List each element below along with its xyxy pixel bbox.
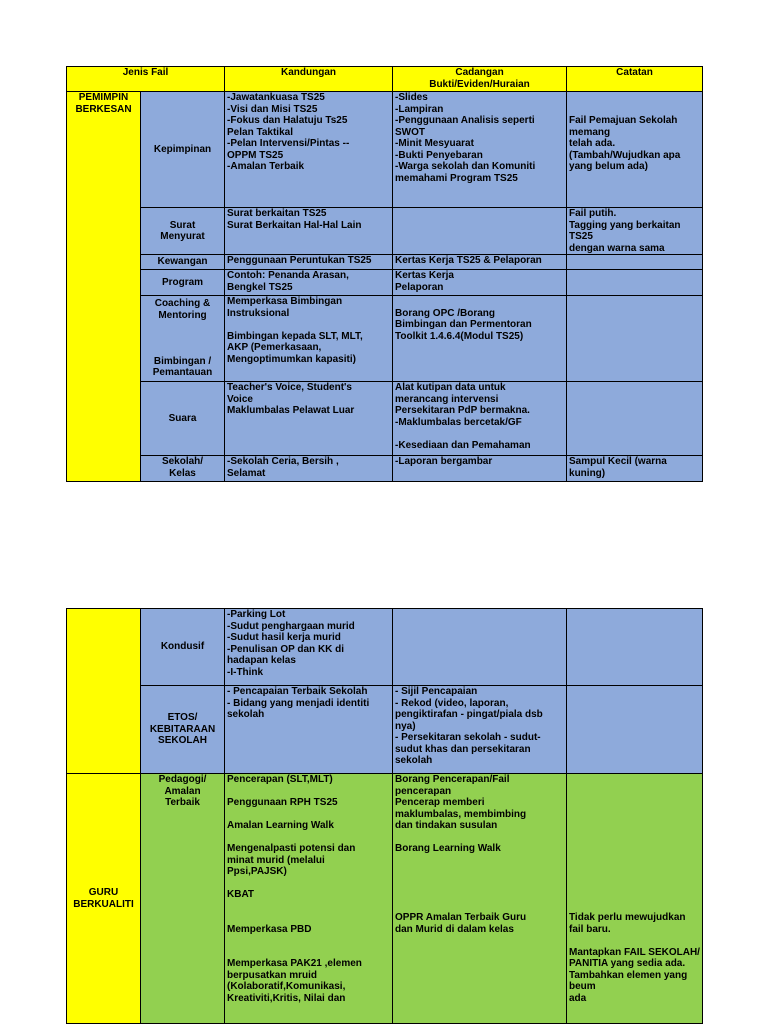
cadangan-cell: -Slides -Lampiran -Penggunaan Analisis seperti SWOT -Minit Mesyuarat -Bukti Penyebaran -Warga sekolah dan Komuniti memahami Program TS25 — [393, 92, 567, 208]
kandungan-cell: Memperkasa Bimbingan Instruksional Bimbingan kepada SLT, MLT, AKP (Pemerkasaan, Mengoptimumkan kapasiti) — [225, 296, 393, 382]
table-row — [67, 296, 703, 382]
cadangan-cell: Kertas Kerja Pelaporan — [393, 270, 567, 296]
group-label-guru: GURU BERKUALITI — [67, 774, 141, 1024]
category-cell: Program — [141, 270, 225, 296]
header-jenis-fail: Jenis Fail — [67, 67, 225, 92]
table-row — [67, 255, 703, 270]
cadangan-cell: Alat kutipan data untuk merancang intervensi Persekitaran PdP bermakna. -Maklumbalas bercetak/GF -Kesediaan dan Pemahaman — [393, 382, 567, 456]
kandungan-cell: -Jawatankuasa TS25 -Visi dan Misi TS25 -Fokus dan Halatuju Ts25 Pelan Taktikal -Pelan Intervensi/Pintas -- OPPM TS25 -Amalan Terbaik — [225, 92, 393, 208]
table-row — [67, 456, 703, 482]
category-cell: Coaching & Mentoring Bimbingan / Pemantauan — [141, 296, 225, 382]
group-label-empty — [67, 609, 141, 774]
table-row — [67, 208, 703, 255]
kandungan-cell: -Sekolah Ceria, Bersih , Selamat — [225, 456, 393, 482]
catatan-cell: Fail Pemajuan Sekolah memang telah ada. (Tambah/Wujudkan apa yang belum ada) — [567, 92, 703, 208]
catatan-cell — [567, 296, 703, 382]
table-guru-berkualiti — [66, 608, 703, 1024]
kandungan-cell: Pencerapan (SLT,MLT) Penggunaan RPH TS25 Amalan Learning Walk Mengenalpasti potensi dan minat murid (melalui Ppsi,PAJSK) KBAT Memperkasa PBD Memperkasa PAK21 ,elemen berpusatkan mruid (Kolaboratif,Komunikasi, Kreativiti,Kritis, Nilai dan — [225, 774, 393, 1024]
table-header-row — [67, 67, 703, 92]
cadangan-cell — [393, 208, 567, 255]
cadangan-cell: Borang OPC /Borang Bimbingan dan Permentoran Toolkit 1.4.6.4(Modul TS25) — [393, 296, 567, 382]
catatan-cell: Fail putih. Tagging yang berkaitan TS25 dengan warna sama — [567, 208, 703, 255]
catatan-cell — [567, 382, 703, 456]
table-row — [67, 609, 703, 686]
category-cell: ETOS/ KEBITARAAN SEKOLAH — [141, 686, 225, 774]
cadangan-cell: - Sijil Pencapaian - Rekod (video, laporan, pengiktirafan - pingat/piala dsb nya) - Persekitaran sekolah - sudut- sudut khas dan persekitaran sekolah — [393, 686, 567, 774]
header-catatan: Catatan — [567, 67, 703, 92]
kandungan-cell: Penggunaan Peruntukan TS25 — [225, 255, 393, 270]
table-row — [67, 686, 703, 774]
category-cell: Kepimpinan — [141, 92, 225, 208]
category-cell: Kewangan — [141, 255, 225, 270]
catatan-cell — [567, 270, 703, 296]
catatan-cell: Sampul Kecil (warna kuning) — [567, 456, 703, 482]
cadangan-cell: Borang Pencerapan/Fail pencerapan Pencerap memberi maklumbalas, membimbing dan tindakan susulan Borang Learning Walk OPPR Amalan Terbaik Guru dan Murid di dalam kelas — [393, 774, 567, 1024]
table-row — [67, 382, 703, 456]
table-pemimpin-berkesan — [66, 66, 703, 482]
catatan-cell — [567, 609, 703, 686]
catatan-cell: Tidak perlu mewujudkan fail baru. Mantapkan FAIL SEKOLAH/ PANITIA yang sedia ada. Tambahkan elemen yang beum ada — [567, 774, 703, 1024]
table-row — [67, 92, 703, 208]
category-cell: Suara — [141, 382, 225, 456]
cadangan-cell: -Laporan bergambar — [393, 456, 567, 482]
cadangan-cell — [393, 609, 567, 686]
table-row — [67, 774, 703, 1024]
category-cell: Surat Menyurat — [141, 208, 225, 255]
category-cell: Pedagogi/ Amalan Terbaik — [141, 774, 225, 1024]
group-label-pemimpin: PEMIMPIN BERKESAN — [67, 92, 141, 482]
header-kandungan: Kandungan — [225, 67, 393, 92]
kandungan-cell: Contoh: Penanda Arasan, Bengkel TS25 — [225, 270, 393, 296]
catatan-cell — [567, 255, 703, 270]
category-cell: Kondusif — [141, 609, 225, 686]
category-cell: Sekolah/ Kelas — [141, 456, 225, 482]
table-row — [67, 270, 703, 296]
kandungan-cell: Surat berkaitan TS25 Surat Berkaitan Hal-Hal Lain — [225, 208, 393, 255]
cadangan-cell: Kertas Kerja TS25 & Pelaporan — [393, 255, 567, 270]
catatan-cell — [567, 686, 703, 774]
kandungan-cell: -Parking Lot -Sudut penghargaan murid -Sudut hasil kerja murid -Penulisan OP dan KK di hadapan kelas -I-Think — [225, 609, 393, 686]
header-cadangan: Cadangan Bukti/Eviden/Huraian — [393, 67, 567, 92]
kandungan-cell: - Pencapaian Terbaik Sekolah - Bidang yang menjadi identiti sekolah — [225, 686, 393, 774]
kandungan-cell: Teacher's Voice, Student's Voice Maklumbalas Pelawat Luar — [225, 382, 393, 456]
